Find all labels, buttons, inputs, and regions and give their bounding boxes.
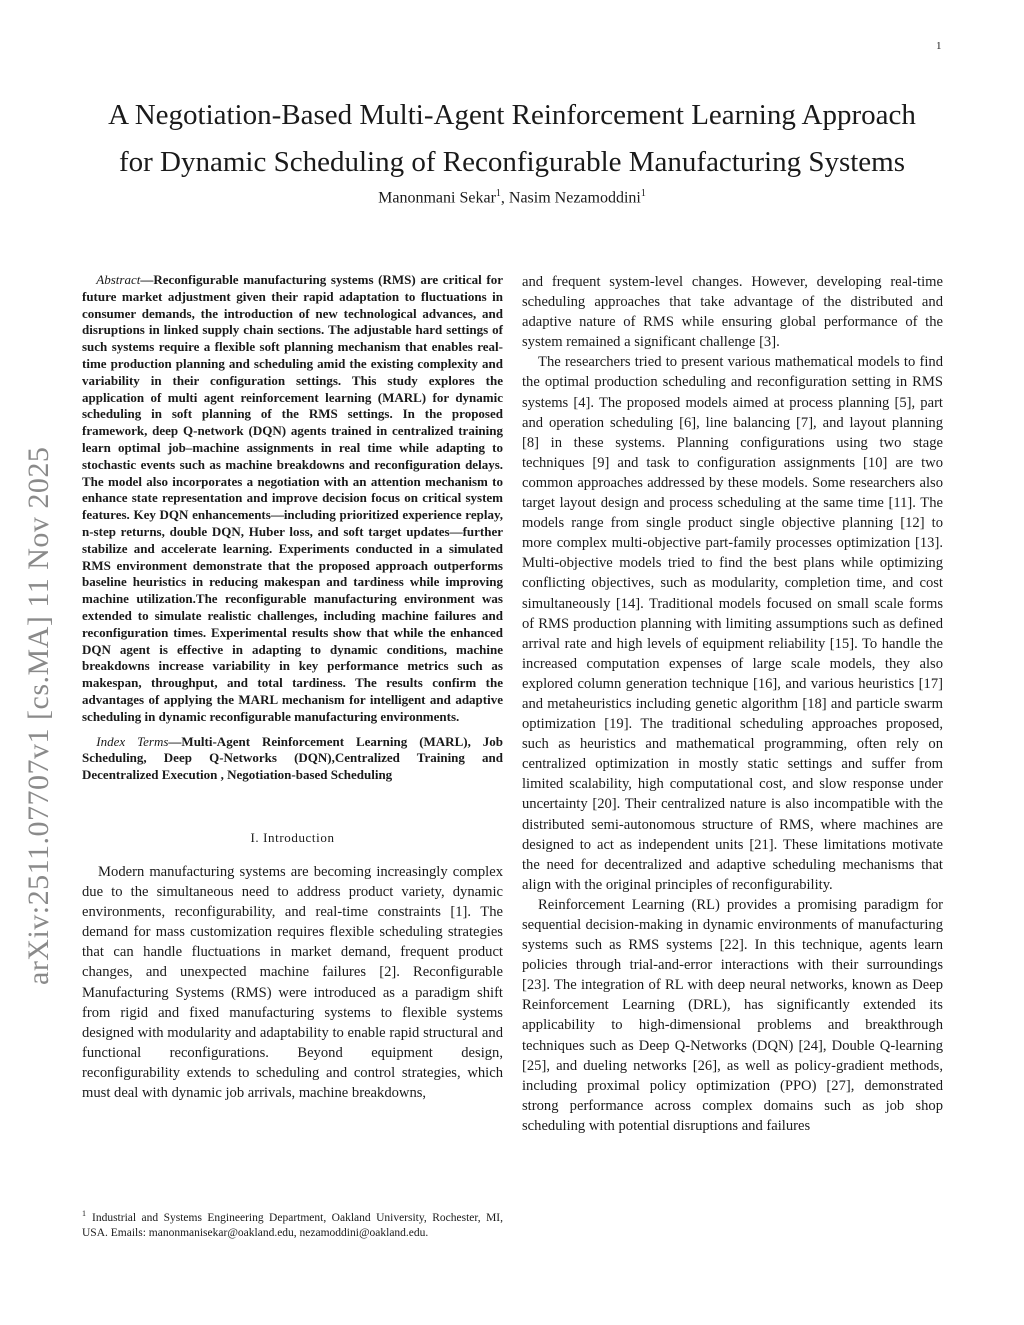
paragraph: The researchers tried to present various mathematical models to find the optimal production scheduling and reconfiguration setting in RMS systems [4]. The proposed models aimed at process planning [5], part and operation scheduling [6], line balancing [7], and layout planning [8] in these systems. Planning configurations using two stage techniques [9] and task to configuration assignments [10] are two common approaches addressed by these models. Some researchers also target layout design and process scheduling at the same time [11]. The models range from single product single objective planning [12] to more complex multi-objective part-family processes optimization [13]. Multi-objective models tried to find the best plans while optimizing conflicting objectives, such as modularity, completion time, and cost simultaneously [14]. Traditional models focused on small scale forms of RMS production planning with limiting assumptions such as defined arrival rate and high levels of equipment reliability [15]. To handle the increased computation expenses of large scale models, they also explored column generation technique [16], and various heuristics [17] and metaheuristics including genetic algorithm [18] and particle swarm optimization [19]. The traditional scheduling approaches proposed, such as heuristics and mathematical programming, often rely on centralized optimization in mostly static settings and suffer from limited scalability, high computational cost, and slow response under uncertainty [20]. Their centralized nature is also incompatible with the distributed semi-autonomous structure of RMS, where machines are designed to act as independent units [21]. These limitations motivate the need for decentralized and adaptive scheduling mechanisms that align with the original principles of reconfigurability. <box>522 354 943 893</box>
index-terms-text: —Multi-Agent Reinforcement Learning (MARL), Job Scheduling, Deep Q-Networks (DQN),Centralized Training and Decentralized Execution , Negotiation-based Scheduling <box>82 733 503 783</box>
title-line-2: for Dynamic Scheduling of Reconfigurable Manufacturing Systems <box>118 146 906 178</box>
paragraph: Modern manufacturing systems are becoming increasingly complex due to the simultaneous need to address product variety, dynamic environments, reconfigurability, and real-time constraints [1]. The demand for mass customization requires flexible scheduling strategies that can handle fluctuations in market demand, frequent product changes, and unexpected machine failures [2]. Reconfigurable Manufacturing Systems (RMS) were introduced as a paradigm shift from rigid and fixed manufacturing systems to flexible systems designed with modularity and adaptability to enable rapid structural and functional reconfigurations. Beyond equipment design, reconfigurability extends to scheduling and control strategies, which must deal with dynamic job arrivals, machine breakdowns, <box>82 864 503 1102</box>
left-column <box>82 272 503 1103</box>
paragraph: Reinforcement Learning (RL) provides a promising paradigm for sequential decision-making in dynamic environments of manufacturing systems such as RMS systems [22]. In this technique, agents learn policies through trial-and-error interactions with their surroundings [23]. The integration of RL with deep neural networks, known as Deep Reinforcement Learning (DRL), has significantly extended its applicability to high-dimensional problems and breakthrough techniques such as Deep Q-Networks (DQN) [24], Double Q-learning [25], and dueling networks [26], as well as policy-gradient methods, including proximal policy optimization (PPO) [27], demonstrated strong performance across complex domains such as job shop scheduling with potential disruptions and failures <box>522 896 943 1134</box>
index-terms-label: Index Terms <box>96 733 169 749</box>
author-name: Nasim Nezamoddini <box>508 189 641 207</box>
paper-title <box>60 92 964 186</box>
affiliation-mark: 1 <box>640 188 646 199</box>
abstract-label: Abstract <box>96 272 141 287</box>
affiliation-mark: 1 <box>495 188 501 199</box>
index-terms <box>82 734 503 784</box>
author-list <box>60 188 964 207</box>
author-name: Manonmani Sekar <box>378 189 496 207</box>
title-line-1: A Negotiation-Based Multi-Agent Reinforcement Learning Approach <box>108 99 916 131</box>
footnote-mark: 1 <box>82 1209 86 1218</box>
page-number: 1 <box>936 40 942 52</box>
right-column <box>522 272 943 1136</box>
author-separator: , <box>500 189 509 207</box>
footnote <box>82 1206 503 1241</box>
section-heading: I. Introduction <box>250 829 335 845</box>
footnote-text: Industrial and Systems Engineering Department, Oakland University, Rochester, MI, USA. Emails: manonmanisekar@oakland.edu, nezamoddini@oakland.edu. <box>82 1211 503 1239</box>
arxiv-identifier: arXiv:2511.07707v1 [cs.MA] 11 Nov 2025 <box>22 446 55 985</box>
paragraph: and frequent system-level changes. However, developing real-time scheduling approaches that take advantage of the distributed and adaptive nature of RMS while ensuring global performance of the system remained a significant challenge [3]. <box>522 274 943 351</box>
abstract-text: —Reconfigurable manufacturing systems (RMS) are critical for future market adjustment given their rapid adaptation to fluctuations in consumer demands, the introduction of new technological advances, and disruptions in linked supply chain sections. The adjustable hard settings of such systems require a flexible soft planning mechanism that enables real-time production planning and scheduling amid the existing complexity and variability in their configuration settings. This study explores the application of multi agent reinforcement learning (MARL) for dynamic scheduling in soft planning of the RMS settings. In the proposed framework, deep Q-network (DQN) agents trained in centralized training learn optimal job–machine assignments in real time while adapting to stochastic events such as machine breakdowns and reconfiguration delays. The model also incorporates a negotiation with an attention mechanism to enhance state representation and improve decision focus on critical system features. Key DQN enhancements—including prioritized experience replay, n-step returns, double DQN, Huber loss, and soft target updates—further stabilize and accelerate learning. Experiments conducted in a simulated RMS environment demonstrate that the proposed approach outperforms baseline heuristics in reducing makespan and tardiness while improving machine utilization.The reconfigurable manufacturing environment was extended to simulate realistic challenges, including machine failures and reconfiguration times. Experimental results show that while the enhanced DQN agent is effective in adapting to dynamic conditions, machine breakdowns increase variability in key performance metrics such as makespan, throughput, and total tardiness. The results confirm the advantages of applying the MARL mechanism for intelligent and adaptive scheduling in dynamic reconfigurable manufacturing environments. <box>82 272 503 724</box>
abstract <box>82 272 503 726</box>
